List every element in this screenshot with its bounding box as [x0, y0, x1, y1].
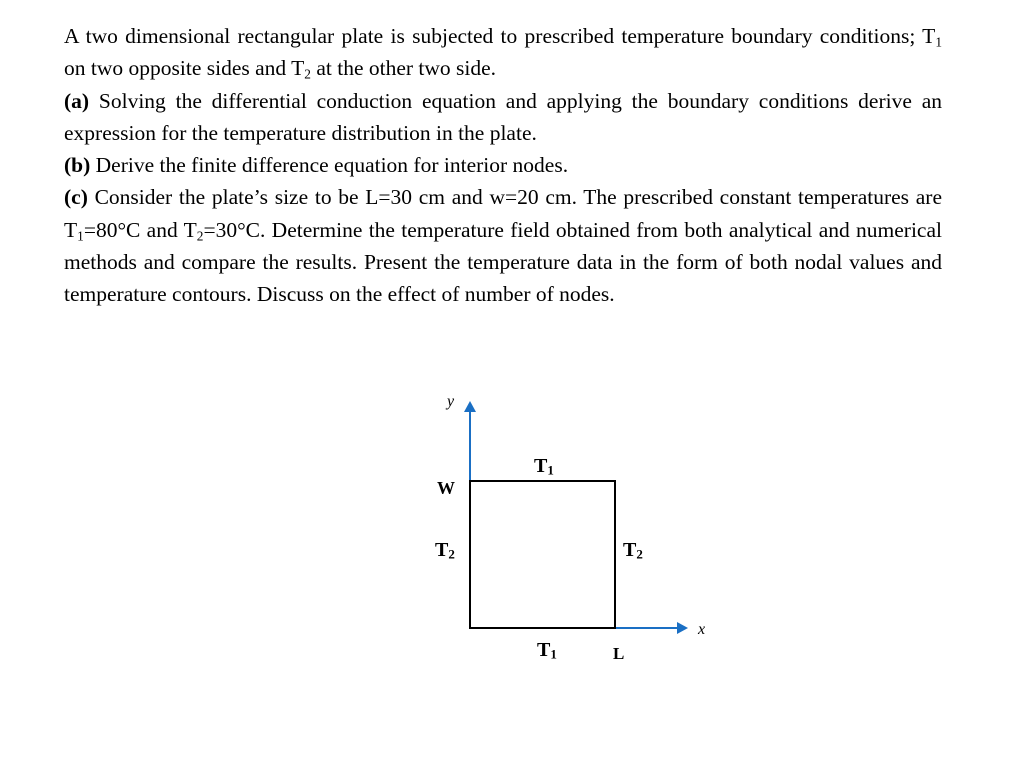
top-edge-temperature-label: $T_1$ [534, 455, 554, 478]
part-b [64, 149, 942, 181]
y-axis-arrowhead [464, 401, 476, 412]
x-axis-label: x [698, 621, 706, 638]
part-c-label: (c) [64, 185, 88, 210]
part-a-text: Solving the differential conduction equation and applying the boundary conditions derive an expression for the temperature distribution in the plate. [64, 88, 942, 145]
x-axis-arrowhead [677, 622, 688, 634]
plate-diagram [380, 380, 740, 680]
part-b-label: (b) [64, 153, 91, 178]
plate-rectangle [470, 481, 615, 628]
plate-diagram-svg [380, 380, 740, 680]
part-b-text: Derive the finite difference equation for interior nodes. [90, 153, 569, 178]
problem-intro: A two dimensional rectangular plate is subjected to prescribed temperature boundary conditions; $T_1$ on two opposite sides and $T_2$ at the other two side. [64, 24, 942, 82]
bottom-edge-temperature-label: $T_1$ [537, 639, 557, 662]
part-a-label: (a) [64, 88, 90, 113]
right-edge-temperature-label: $T_2$ [623, 539, 643, 562]
length-label: L [613, 644, 625, 663]
problem-statement [64, 20, 942, 311]
part-a [64, 85, 942, 150]
width-label: W [437, 478, 455, 498]
part-c: (c) Consider the plate’s size to be L=30 cm and w=20 cm. The prescribed constant temperatures are $T_1=80^\circ C$ and $T_2=30^\circ C$. Determine the temperature field obtained from both analytical and numerical methods and compare the results. Present the temperature data in the form of both nodal values and temperature contours. Discuss on the effect of number of nodes. [64, 185, 942, 307]
left-edge-temperature-label: $T_2$ [435, 539, 455, 562]
y-axis-label: y [447, 393, 455, 410]
